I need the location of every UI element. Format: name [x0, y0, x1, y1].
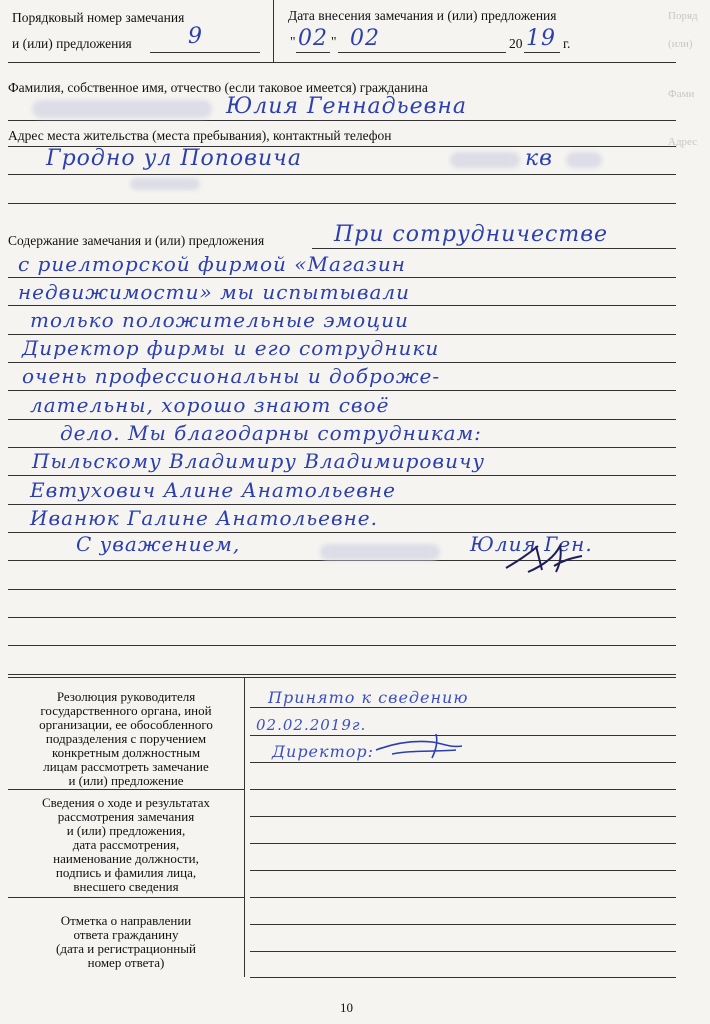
review-line [250, 816, 676, 817]
review-label-line: внесшего сведения [73, 879, 179, 894]
date-year-underline [524, 52, 560, 53]
resolution-label-line: и (или) предложение [68, 773, 184, 788]
name-value: Юлия Геннадьевна [226, 94, 468, 119]
content-line [8, 277, 676, 278]
table-top-line [8, 677, 676, 678]
content-text-line: только положительные эмоции [30, 308, 409, 332]
content-line [8, 334, 676, 335]
content-line [8, 645, 676, 646]
date-quote-close: " [331, 34, 337, 49]
date-day-underline [296, 52, 330, 53]
resolution-value-2: 02.02.2019г. [256, 716, 367, 734]
address-line-3 [8, 203, 676, 204]
review-label-line: дата рассмотрения, [72, 837, 180, 852]
name-label: Фамилия, собственное имя, отчество (если таковое имеется) гражданина [8, 80, 428, 95]
bleed-through-text: Адрес [668, 136, 698, 148]
content-text-line: лательны, хорошо знают своё [30, 393, 390, 417]
answer-label-line: (дата и регистрационный [56, 941, 196, 956]
answer-line [250, 897, 676, 898]
date-label: Дата внесения замечания и (или) предложения [288, 8, 557, 23]
bleed-through-text: Поряд [668, 10, 698, 22]
header-bottom-line [8, 62, 676, 63]
date-quote-open: " [290, 34, 296, 49]
table-col-divider [244, 677, 245, 977]
answer-label-line: Отметка о направлении [60, 913, 192, 928]
answer-label-line: ответа гражданину [73, 927, 179, 942]
answer-line [250, 924, 676, 925]
resolution-label-line: подразделения с поручением [45, 731, 207, 746]
content-text-line: с риелторской фирмой «Магазин [18, 252, 406, 276]
review-label-line: наименование должности, [53, 851, 199, 866]
date-month-underline [338, 52, 506, 53]
redacted-phone [130, 178, 200, 190]
redacted-address-number [566, 152, 602, 168]
review-label-line: и (или) предложения, [66, 823, 186, 838]
resolution-line [250, 707, 676, 708]
review-label-line: подпись и фамилия лица, [55, 865, 197, 880]
content-text-line: Иванюк Галине Анатольевне. [30, 506, 378, 530]
answer-label-line: номер ответа) [87, 955, 165, 970]
content-text-line: При сотрудничестве [334, 222, 609, 247]
resolution-label-line: конкретным должностным [51, 745, 201, 760]
serial-underline [150, 52, 260, 53]
content-line [8, 475, 676, 476]
content-text-line: Директор фирмы и его сотрудники [22, 336, 440, 360]
redacted-address [450, 152, 520, 168]
resolution-label-line: государственного органа, иной [40, 703, 212, 718]
content-line [8, 617, 676, 618]
content-line [8, 305, 676, 306]
resolution-value-3: Директор: [272, 742, 375, 761]
answer-line [250, 977, 676, 978]
address-line-2 [8, 174, 676, 175]
answer-label [10, 914, 242, 970]
citizen-signature [498, 532, 588, 580]
content-text-line: дело. Мы благодарны сотрудникам: [60, 421, 482, 445]
review-line [250, 843, 676, 844]
content-line [8, 504, 676, 505]
serial-label-1: Порядковый номер замечания [12, 10, 185, 25]
name-line [8, 120, 676, 121]
date-day: 02 [298, 26, 328, 51]
redacted-surname [32, 100, 212, 118]
table-row-divider-2 [8, 897, 244, 898]
content-label: Содержание замечания и (или) предложения [8, 233, 265, 248]
content-line [8, 589, 676, 590]
director-signature [372, 720, 472, 768]
content-line [8, 674, 676, 675]
review-line [250, 789, 676, 790]
table-row-divider-1 [8, 789, 244, 790]
header-divider [273, 0, 274, 62]
address-label: Адрес места жительства (места пребывания), контактный телефон [8, 128, 392, 143]
address-value-1: Гродно ул Поповича [46, 146, 302, 171]
review-label-line: Сведения о ходе и результатах [41, 795, 211, 810]
date-month: 02 [350, 26, 380, 51]
serial-value: 9 [188, 24, 203, 49]
date-year-suffix: 19 [526, 26, 556, 51]
review-label-line: рассмотрения замечания [57, 809, 195, 824]
content-text-line: Юлия Ген. [470, 532, 593, 556]
resolution-value-1: Принято к сведению [268, 688, 469, 707]
content-text-line: Евтухович Алине Анатольевне [30, 478, 396, 502]
address-value-2: кв [525, 146, 553, 171]
content-text-line: С уважением, [76, 532, 241, 556]
resolution-label-line: лицам рассмотреть замечание [43, 759, 209, 774]
bleed-through-text: (или) [668, 38, 693, 50]
serial-label-2: и (или) предложения [12, 36, 132, 51]
content-line [8, 362, 676, 363]
content-text-line: недвижимости» мы испытывали [18, 280, 410, 304]
date-year-prefix: 20 [509, 36, 523, 51]
content-line [8, 390, 676, 391]
bleed-through-text: Фами [668, 88, 695, 100]
review-line [250, 870, 676, 871]
resolution-label [10, 690, 242, 788]
content-line [8, 447, 676, 448]
content-text-line: Пыльскому Владимиру Владимировичу [32, 449, 485, 473]
date-year-unit: г. [563, 36, 571, 51]
redacted-signature-name [320, 544, 440, 560]
content-line [8, 419, 676, 420]
content-text-line: очень профессиональны и доброже- [22, 364, 441, 388]
answer-line [250, 951, 676, 952]
page-number: 10 [340, 1000, 353, 1015]
resolution-label-line: организации, ее обособленного [39, 717, 213, 732]
resolution-label-line: Резолюция руководителя [56, 689, 196, 704]
review-label [10, 796, 242, 894]
content-line-0 [312, 248, 676, 249]
